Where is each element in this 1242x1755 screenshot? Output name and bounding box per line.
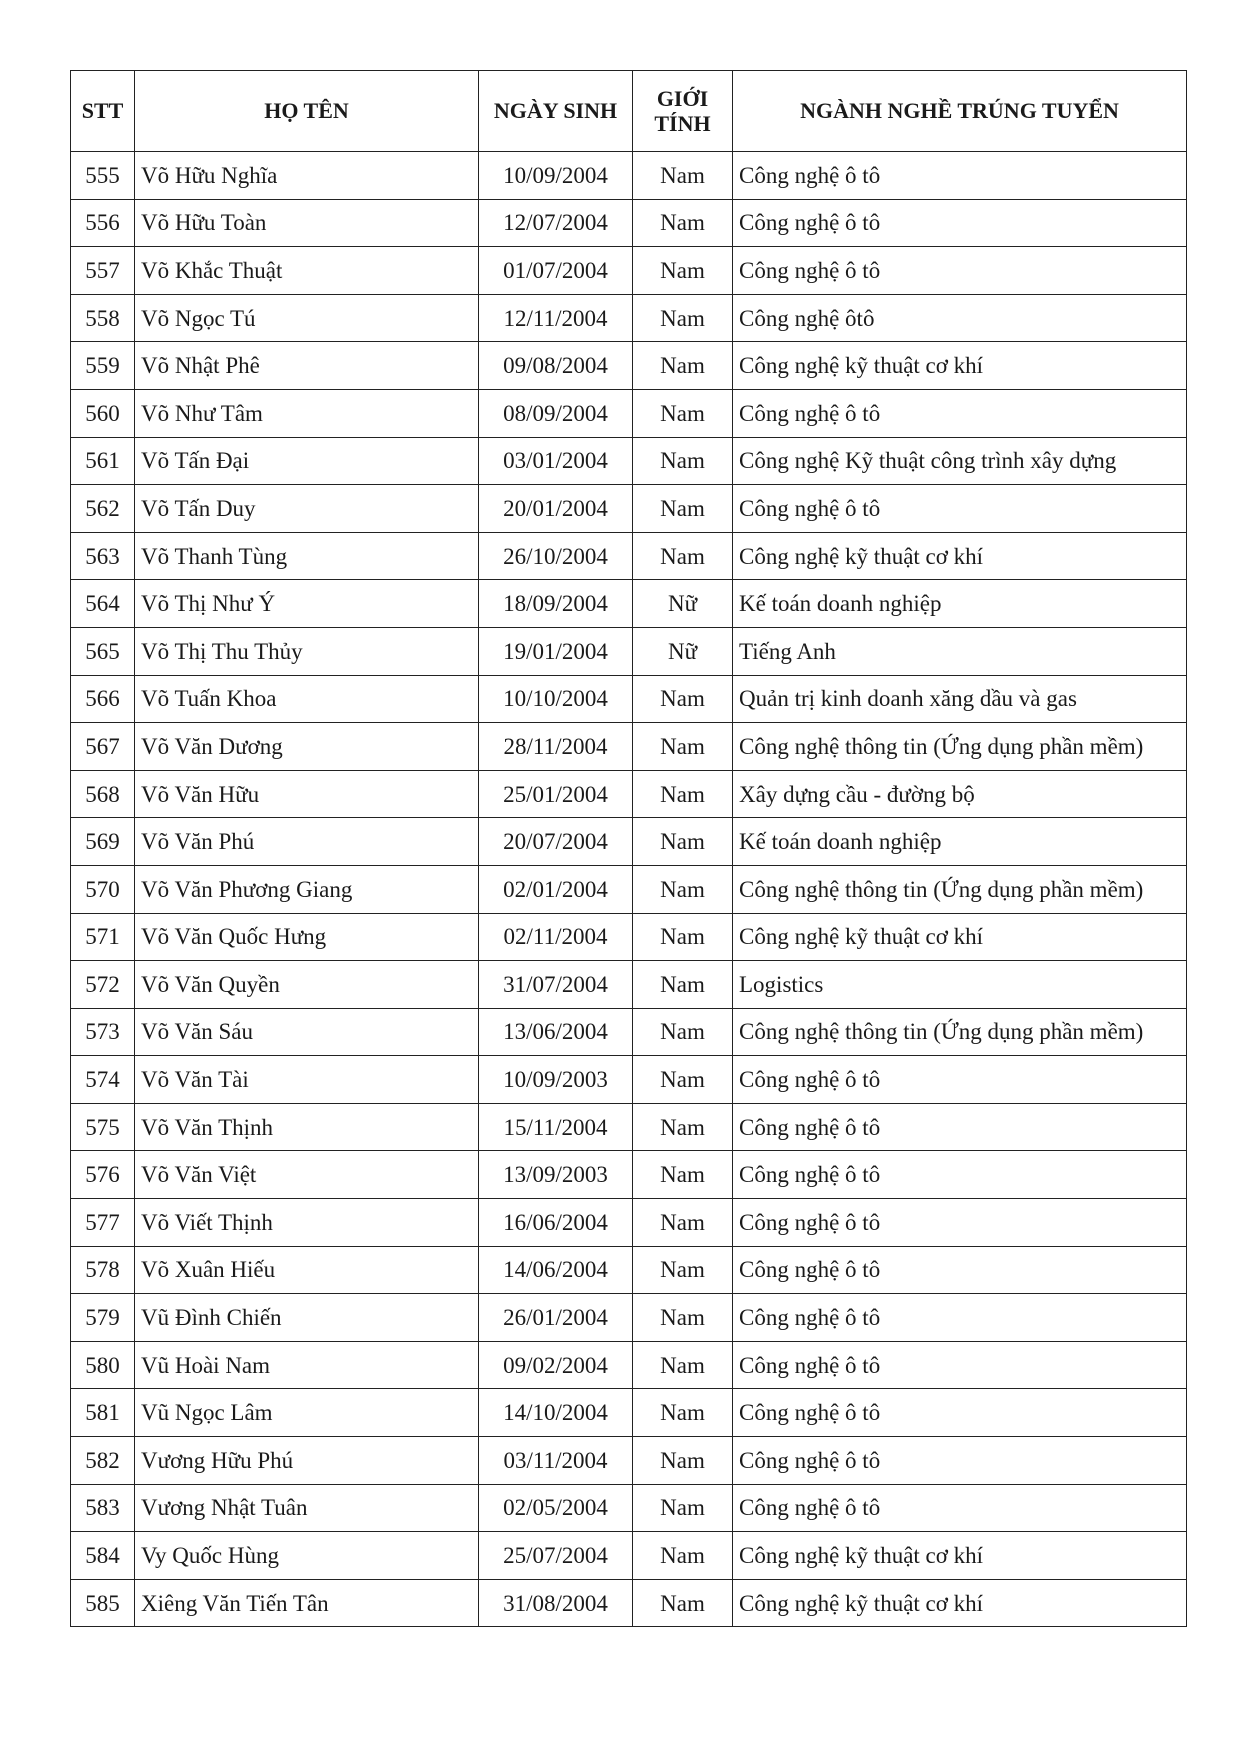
row-number: 579 xyxy=(71,1294,135,1342)
date-of-birth: 18/09/2004 xyxy=(479,580,633,628)
admitted-major: Công nghệ Kỹ thuật công trình xây dựng xyxy=(733,437,1187,485)
table-row xyxy=(71,723,1187,771)
gender: Nữ xyxy=(633,580,733,628)
gender: Nam xyxy=(633,818,733,866)
student-name: Vương Hữu Phú xyxy=(135,1437,479,1485)
row-number: 573 xyxy=(71,1008,135,1056)
table-row xyxy=(71,865,1187,913)
gender: Nam xyxy=(633,913,733,961)
admitted-major: Kế toán doanh nghiệp xyxy=(733,580,1187,628)
row-number: 581 xyxy=(71,1389,135,1437)
date-of-birth: 10/10/2004 xyxy=(479,675,633,723)
date-of-birth: 15/11/2004 xyxy=(479,1103,633,1151)
date-of-birth: 14/06/2004 xyxy=(479,1246,633,1294)
gender: Nam xyxy=(633,1294,733,1342)
student-name: Võ Hữu Toàn xyxy=(135,199,479,247)
table-row xyxy=(71,294,1187,342)
student-name: Võ Văn Phú xyxy=(135,818,479,866)
row-number: 564 xyxy=(71,580,135,628)
table-row xyxy=(71,1199,1187,1247)
table-row xyxy=(71,1532,1187,1580)
row-number: 577 xyxy=(71,1199,135,1247)
header-stt: STT xyxy=(71,71,135,152)
table-row xyxy=(71,247,1187,295)
gender: Nam xyxy=(633,199,733,247)
date-of-birth: 03/01/2004 xyxy=(479,437,633,485)
date-of-birth: 31/07/2004 xyxy=(479,961,633,1009)
gender: Nam xyxy=(633,1151,733,1199)
admitted-major: Công nghệ ô tô xyxy=(733,152,1187,200)
row-number: 563 xyxy=(71,532,135,580)
gender: Nam xyxy=(633,961,733,1009)
student-name: Vũ Hoài Nam xyxy=(135,1341,479,1389)
row-number: 570 xyxy=(71,865,135,913)
header-major: NGÀNH NGHỀ TRÚNG TUYỂN xyxy=(733,71,1187,152)
table-row xyxy=(71,1151,1187,1199)
date-of-birth: 14/10/2004 xyxy=(479,1389,633,1437)
date-of-birth: 08/09/2004 xyxy=(479,389,633,437)
admitted-major: Công nghệ kỹ thuật cơ khí xyxy=(733,342,1187,390)
header-sex-line2: TÍNH xyxy=(654,111,711,136)
admitted-major: Công nghệ ô tô xyxy=(733,485,1187,533)
row-number: 556 xyxy=(71,199,135,247)
date-of-birth: 13/06/2004 xyxy=(479,1008,633,1056)
gender: Nam xyxy=(633,1389,733,1437)
gender: Nam xyxy=(633,723,733,771)
date-of-birth: 10/09/2003 xyxy=(479,1056,633,1104)
row-number: 576 xyxy=(71,1151,135,1199)
table-body xyxy=(71,152,1187,1627)
admitted-major: Công nghệ ô tô xyxy=(733,247,1187,295)
gender: Nam xyxy=(633,247,733,295)
table-row xyxy=(71,1008,1187,1056)
table-row xyxy=(71,1437,1187,1485)
row-number: 559 xyxy=(71,342,135,390)
document-page xyxy=(70,70,1186,1627)
table-row xyxy=(71,389,1187,437)
student-name: Võ Tấn Đại xyxy=(135,437,479,485)
header-sex-line1: GIỚI xyxy=(656,85,709,111)
date-of-birth: 25/07/2004 xyxy=(479,1532,633,1580)
table-row xyxy=(71,770,1187,818)
row-number: 578 xyxy=(71,1246,135,1294)
gender: Nam xyxy=(633,1199,733,1247)
row-number: 555 xyxy=(71,152,135,200)
gender: Nam xyxy=(633,342,733,390)
date-of-birth: 03/11/2004 xyxy=(479,1437,633,1485)
table-row xyxy=(71,532,1187,580)
header-name: HỌ TÊN xyxy=(135,71,479,152)
gender: Nam xyxy=(633,770,733,818)
student-name: Võ Văn Sáu xyxy=(135,1008,479,1056)
admitted-major: Công nghệ ô tô xyxy=(733,1103,1187,1151)
row-number: 560 xyxy=(71,389,135,437)
admitted-major: Công nghệ ô tô xyxy=(733,199,1187,247)
student-name: Võ Văn Hữu xyxy=(135,770,479,818)
row-number: 566 xyxy=(71,675,135,723)
admitted-major: Công nghệ ô tô xyxy=(733,1151,1187,1199)
gender: Nam xyxy=(633,294,733,342)
date-of-birth: 19/01/2004 xyxy=(479,627,633,675)
row-number: 569 xyxy=(71,818,135,866)
table-row xyxy=(71,1389,1187,1437)
gender: Nam xyxy=(633,389,733,437)
student-name: Võ Thanh Tùng xyxy=(135,532,479,580)
row-number: 585 xyxy=(71,1579,135,1627)
row-number: 584 xyxy=(71,1532,135,1580)
admitted-major: Công nghệ ô tô xyxy=(733,1341,1187,1389)
table-header xyxy=(71,71,1187,152)
admitted-major: Công nghệ ô tô xyxy=(733,1294,1187,1342)
table-row xyxy=(71,342,1187,390)
admitted-major: Kế toán doanh nghiệp xyxy=(733,818,1187,866)
row-number: 567 xyxy=(71,723,135,771)
admitted-major: Logistics xyxy=(733,961,1187,1009)
gender: Nam xyxy=(633,437,733,485)
student-name: Xiêng Văn Tiến Tân xyxy=(135,1579,479,1627)
row-number: 561 xyxy=(71,437,135,485)
header-sex-label xyxy=(654,86,710,137)
table-row xyxy=(71,1579,1187,1627)
gender: Nam xyxy=(633,1532,733,1580)
student-name: Võ Văn Tài xyxy=(135,1056,479,1104)
student-name: Vũ Đình Chiến xyxy=(135,1294,479,1342)
date-of-birth: 02/11/2004 xyxy=(479,913,633,961)
gender: Nam xyxy=(633,1484,733,1532)
table-row xyxy=(71,818,1187,866)
admitted-major: Công nghệ thông tin (Ứng dụng phần mềm) xyxy=(733,1008,1187,1056)
date-of-birth: 12/07/2004 xyxy=(479,199,633,247)
row-number: 565 xyxy=(71,627,135,675)
admitted-major: Công nghệ kỹ thuật cơ khí xyxy=(733,1532,1187,1580)
student-name: Võ Thị Như Ý xyxy=(135,580,479,628)
student-name: Võ Khắc Thuật xyxy=(135,247,479,295)
date-of-birth: 25/01/2004 xyxy=(479,770,633,818)
table-row xyxy=(71,1294,1187,1342)
admitted-major: Công nghệ kỹ thuật cơ khí xyxy=(733,532,1187,580)
admitted-major: Công nghệ ô tô xyxy=(733,1199,1187,1247)
student-name: Vũ Ngọc Lâm xyxy=(135,1389,479,1437)
table-row xyxy=(71,1246,1187,1294)
table-row xyxy=(71,1341,1187,1389)
table-row xyxy=(71,627,1187,675)
date-of-birth: 12/11/2004 xyxy=(479,294,633,342)
student-name: Võ Văn Việt xyxy=(135,1151,479,1199)
admitted-major: Công nghệ ô tô xyxy=(733,1437,1187,1485)
table-row xyxy=(71,485,1187,533)
table-row xyxy=(71,961,1187,1009)
gender: Nam xyxy=(633,1246,733,1294)
gender: Nam xyxy=(633,1579,733,1627)
student-name: Võ Văn Quyền xyxy=(135,961,479,1009)
table-row xyxy=(71,580,1187,628)
gender: Nam xyxy=(633,1056,733,1104)
date-of-birth: 20/01/2004 xyxy=(479,485,633,533)
table-row xyxy=(71,437,1187,485)
date-of-birth: 10/09/2004 xyxy=(479,152,633,200)
row-number: 582 xyxy=(71,1437,135,1485)
gender: Nam xyxy=(633,1008,733,1056)
student-name: Võ Văn Thịnh xyxy=(135,1103,479,1151)
student-name: Võ Văn Quốc Hưng xyxy=(135,913,479,961)
student-name: Võ Thị Thu Thủy xyxy=(135,627,479,675)
header-row xyxy=(71,71,1187,152)
gender: Nam xyxy=(633,865,733,913)
row-number: 575 xyxy=(71,1103,135,1151)
student-name: Võ Nhật Phê xyxy=(135,342,479,390)
student-name: Võ Tuấn Khoa xyxy=(135,675,479,723)
student-name: Võ Văn Dương xyxy=(135,723,479,771)
admission-table xyxy=(70,70,1187,1627)
admitted-major: Công nghệ thông tin (Ứng dụng phần mềm) xyxy=(733,865,1187,913)
admitted-major: Công nghệ ô tô xyxy=(733,1246,1187,1294)
row-number: 583 xyxy=(71,1484,135,1532)
row-number: 562 xyxy=(71,485,135,533)
admitted-major: Công nghệ ô tô xyxy=(733,1389,1187,1437)
gender: Nam xyxy=(633,675,733,723)
header-sex xyxy=(633,71,733,152)
date-of-birth: 13/09/2003 xyxy=(479,1151,633,1199)
student-name: Vương Nhật Tuân xyxy=(135,1484,479,1532)
admitted-major: Công nghệ kỹ thuật cơ khí xyxy=(733,913,1187,961)
gender: Nam xyxy=(633,152,733,200)
gender: Nam xyxy=(633,1437,733,1485)
row-number: 580 xyxy=(71,1341,135,1389)
gender: Nam xyxy=(633,485,733,533)
date-of-birth: 31/08/2004 xyxy=(479,1579,633,1627)
admitted-major: Công nghệ ôtô xyxy=(733,294,1187,342)
student-name: Võ Như Tâm xyxy=(135,389,479,437)
row-number: 557 xyxy=(71,247,135,295)
table-row xyxy=(71,152,1187,200)
date-of-birth: 20/07/2004 xyxy=(479,818,633,866)
date-of-birth: 02/01/2004 xyxy=(479,865,633,913)
admitted-major: Công nghệ ô tô xyxy=(733,1056,1187,1104)
table-row xyxy=(71,1484,1187,1532)
date-of-birth: 01/07/2004 xyxy=(479,247,633,295)
gender: Nam xyxy=(633,1341,733,1389)
gender: Nam xyxy=(633,1103,733,1151)
date-of-birth: 02/05/2004 xyxy=(479,1484,633,1532)
admitted-major: Quản trị kinh doanh xăng dầu và gas xyxy=(733,675,1187,723)
admitted-major: Xây dựng cầu - đường bộ xyxy=(733,770,1187,818)
gender: Nữ xyxy=(633,627,733,675)
table-row xyxy=(71,1103,1187,1151)
admitted-major: Tiếng Anh xyxy=(733,627,1187,675)
date-of-birth: 26/10/2004 xyxy=(479,532,633,580)
table-row xyxy=(71,199,1187,247)
student-name: Võ Văn Phương Giang xyxy=(135,865,479,913)
table-row xyxy=(71,913,1187,961)
admitted-major: Công nghệ ô tô xyxy=(733,389,1187,437)
date-of-birth: 26/01/2004 xyxy=(479,1294,633,1342)
header-dob: NGÀY SINH xyxy=(479,71,633,152)
student-name: Võ Tấn Duy xyxy=(135,485,479,533)
date-of-birth: 09/02/2004 xyxy=(479,1341,633,1389)
row-number: 558 xyxy=(71,294,135,342)
gender: Nam xyxy=(633,532,733,580)
table-row xyxy=(71,1056,1187,1104)
row-number: 568 xyxy=(71,770,135,818)
admitted-major: Công nghệ thông tin (Ứng dụng phần mềm) xyxy=(733,723,1187,771)
student-name: Võ Hữu Nghĩa xyxy=(135,152,479,200)
date-of-birth: 09/08/2004 xyxy=(479,342,633,390)
student-name: Vy Quốc Hùng xyxy=(135,1532,479,1580)
admitted-major: Công nghệ ô tô xyxy=(733,1484,1187,1532)
date-of-birth: 16/06/2004 xyxy=(479,1199,633,1247)
row-number: 572 xyxy=(71,961,135,1009)
student-name: Võ Xuân Hiếu xyxy=(135,1246,479,1294)
date-of-birth: 28/11/2004 xyxy=(479,723,633,771)
admitted-major: Công nghệ kỹ thuật cơ khí xyxy=(733,1579,1187,1627)
student-name: Võ Ngọc Tú xyxy=(135,294,479,342)
student-name: Võ Viết Thịnh xyxy=(135,1199,479,1247)
table-row xyxy=(71,675,1187,723)
row-number: 574 xyxy=(71,1056,135,1104)
row-number: 571 xyxy=(71,913,135,961)
